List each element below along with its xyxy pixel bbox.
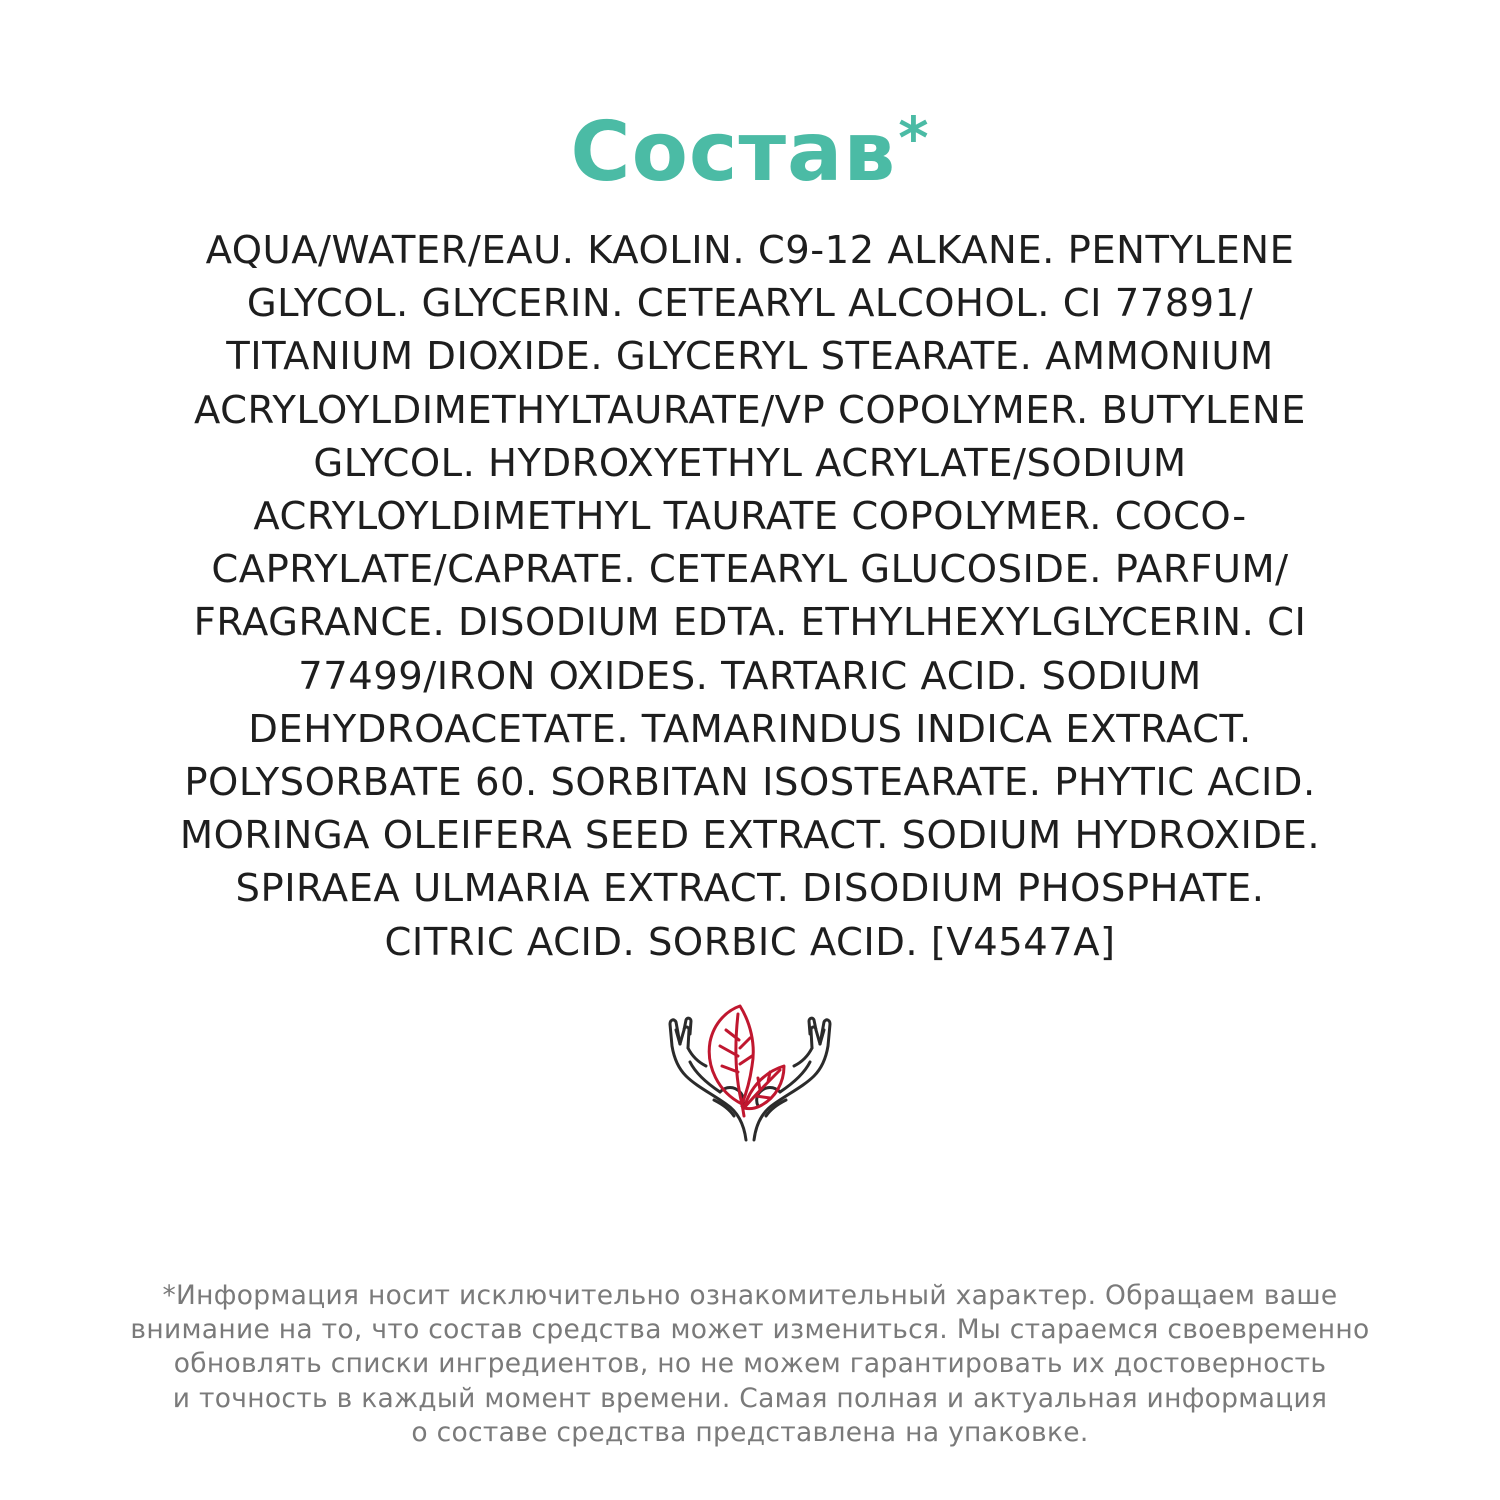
footnote-line: внимание на то, что состав средства может измениться. Мы стараемся своевременно [130,1314,1370,1346]
ingredients-line: GLYCOL. HYDROXYETHYL ACRYLATE/SODIUM [313,440,1187,486]
title-asterisk: * [898,104,930,172]
ingredients-line: POLYSORBATE 60. SORBITAN ISOSTEARATE. PHYTIC ACID. [184,760,1316,806]
ingredients-line: AQUA/WATER/EAU. KAOLIN. C9-12 ALKANE. PENTYLENE [205,228,1295,273]
footnote-line: и точность в каждый момент времени. Самая полная и актуальная информация [172,1382,1328,1414]
ingredients-line: CITRIC ACID. SORBIC ACID. [V4547A] [384,919,1116,965]
ingredients-line: FRAGRANCE. DISODIUM EDTA. ETHYLHEXYLGLYCERIN. CI [193,600,1307,646]
disclaimer-footnote [20,1279,1480,1450]
leaf-stem [742,1104,744,1116]
ingredients-line: SPIRAEA ULMARIA EXTRACT. DISODIUM PHOSPHATE. [235,866,1265,912]
ingredients-line: 77499/IRON OXIDES. TARTARIC ACID. SODIUM [298,653,1202,699]
ingredients-line: ACRYLOYLDIMETHYL TAURATE COPOLYMER. COCO- [253,494,1247,540]
page-title [0,88,1500,203]
right-hand-outline [754,1018,830,1140]
ingredients-line: CAPRYLATE/CAPRATE. CETEARYL GLUCOSIDE. PARFUM/ [211,547,1289,593]
ingredients-line: ACRYLOYLDIMETHYLTAURATE/VP COPOLYMER. BUTYLENE [194,387,1306,433]
footnote-line: обновлять списки ингредиентов, но не можем гарантировать их достоверность [173,1348,1327,1380]
footnote-line: о составе средства представлена на упаковке. [411,1416,1089,1448]
title-text: Состав [570,105,897,200]
ingredients-list [40,224,1460,969]
ingredients-line: DEHYDROACETATE. TAMARINDUS INDICA EXTRACT. [248,706,1252,752]
footnote-line: *Информация носит исключительно ознакомительный характер. Обращаем ваше [162,1280,1338,1311]
ingredients-line: GLYCOL. GLYCERIN. CETEARYL ALCOHOL. CI 77891/ [246,281,1254,327]
ingredients-line: TITANIUM DIOXIDE. GLYCERYL STEARATE. AMMONIUM [226,334,1274,380]
hands-holding-leaves-icon [660,1000,840,1150]
ingredients-line: MORINGA OLEIFERA SEED EXTRACT. SODIUM HYDROXIDE. [179,813,1321,859]
